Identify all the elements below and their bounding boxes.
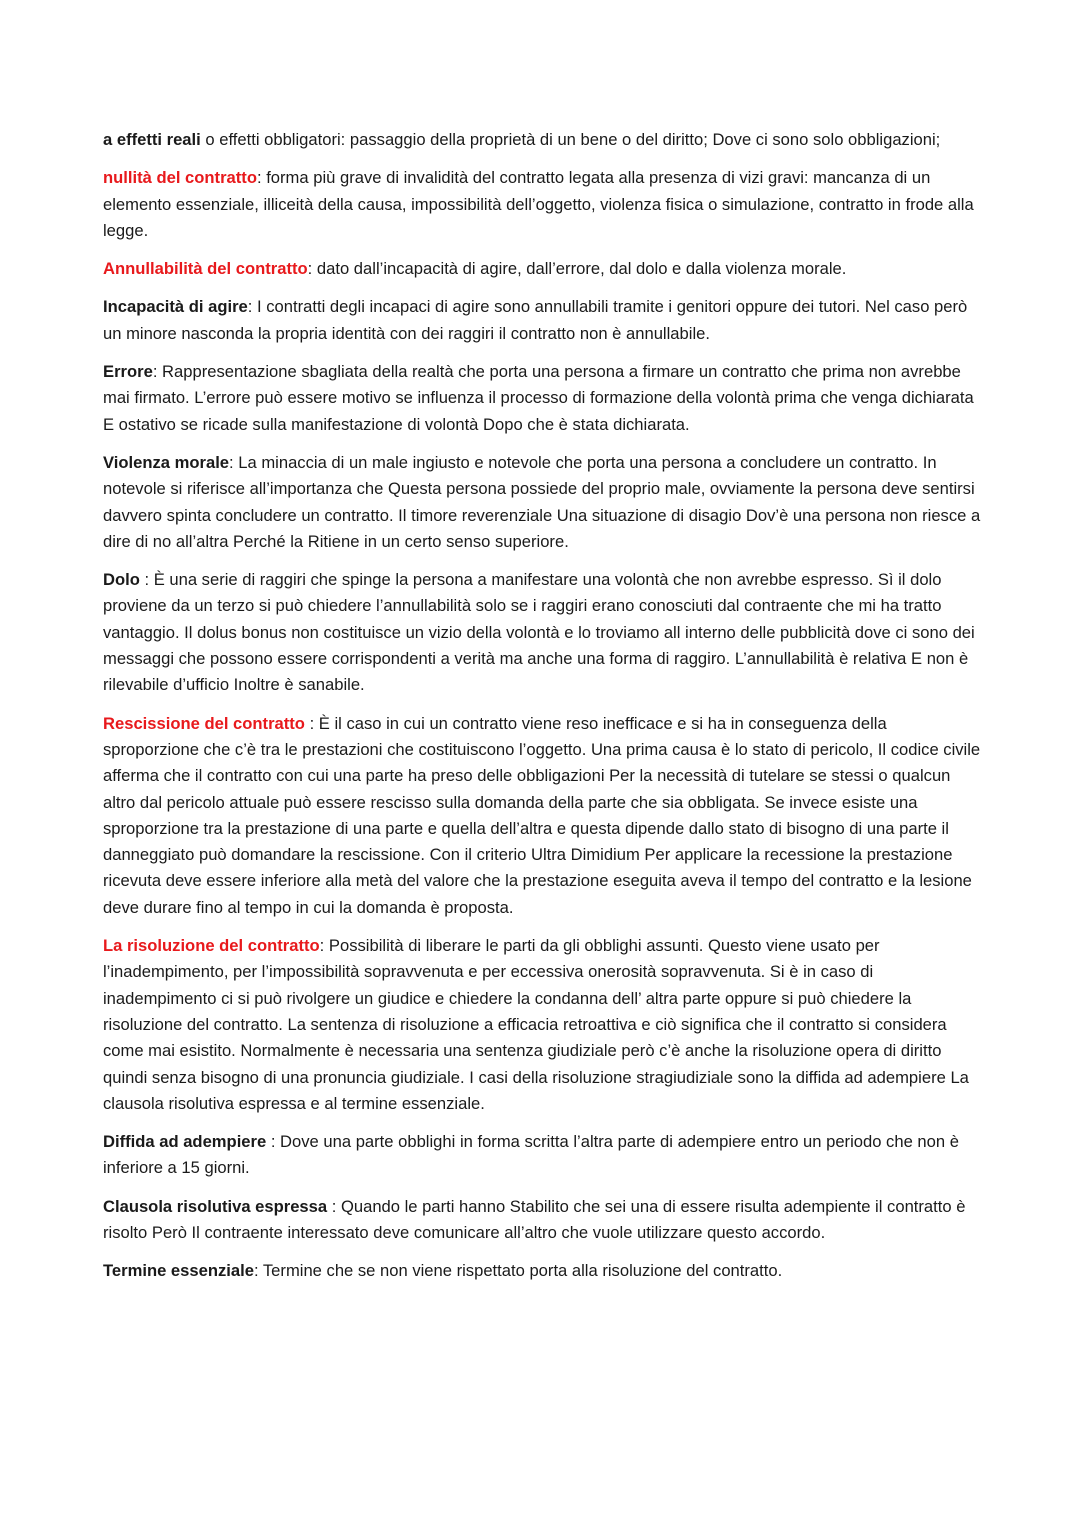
term-rescissione: Rescissione del contratto	[103, 713, 305, 733]
term-risoluzione: La risoluzione del contratto	[103, 936, 320, 956]
document-body	[103, 127, 983, 1297]
term-errore: Errore	[103, 362, 153, 382]
term-effetti-reali: a effetti reali	[103, 130, 201, 149]
paragraph-violenza-morale	[103, 450, 983, 555]
definition-text: : Quando le parti hanno Stabilito che sei una di essere risulta adempiente il contratto è risolto Però Il contraente interessato deve comunicare all’altro che vuole utilizzare questo accordo.	[103, 1196, 966, 1242]
paragraph-effetti-reali	[103, 127, 983, 153]
definition-text: : È il caso in cui un contratto viene reso inefficace e si ha in conseguenza della sproporzione che c’è tra le prestazioni che costituiscono l’oggetto. Una prima causa è lo stato di pericolo, Il codice civile afferma che il contratto con cui una parte ha preso delle obbligazioni Per la necessità di tutelare se stessi o qualcun altro dal pericolo attuale può essere rescisso sulla domanda della parte che sia obbligata. Se invece esiste una sproporzione tra la prestazione di una parte e quella dell’altra e questa dipende dallo stato di bisogno di una parte il danneggiato può domandare la rescissione. Con il criterio Ultra Dimidium Per applicare la recessione la prestazione ricevuta deve essere inferiore alla metà del valore che la prestazione eseguita aveva il tempo del contratto e la lesione deve durare fino al tempo in cui la domanda è proposta.	[103, 713, 981, 917]
definition-text: o effetti obbligatori: passaggio della proprietà di un bene o del diritto; Dove ci sono solo obbligazioni;	[200, 130, 941, 149]
paragraph-termine-essenziale	[103, 1258, 983, 1284]
term-clausola: Clausola risolutiva espressa	[103, 1196, 328, 1216]
term-annullabilita: Annullabilità del contratto	[103, 259, 308, 279]
definition-text: : Rappresentazione sbagliata della realtà che porta una persona a firmare un contratto che prima non avrebbe mai firmato. L’errore può essere motivo se influenza il processo di formazione della volontà prima che venga dichiarata E ostativo se ricade sulla manifestazione di volontà Dopo che è stata dichiarata.	[103, 362, 974, 434]
paragraph-annullabilita	[103, 256, 983, 282]
paragraph-clausola	[103, 1194, 983, 1247]
definition-text: : dato dall’incapacità di agire, dall’errore, dal dolo e dalla violenza morale.	[307, 259, 847, 279]
definition-text: : Dove una parte obblighi in forma scritta l’altra parte di adempiere entro un periodo che non è inferiore a 15 giorni.	[103, 1132, 959, 1178]
paragraph-dolo	[103, 567, 983, 698]
term-incapacita: Incapacità di agire	[103, 297, 248, 317]
definition-text: : forma più grave di invalidità del contratto legata alla presenza di vizi gravi: mancanza di un elemento essenziale, illiceità della causa, impossibilità dell’oggetto, violenza fisica o simulazione, contratto in frode alla legge.	[103, 168, 974, 240]
term-diffida: Diffida ad adempiere	[103, 1132, 267, 1152]
definition-text: : È una serie di raggiri che spinge la persona a manifestare una volontà che non avrebbe espresso. Sì il dolo proviene da un terzo si può chiedere l’annullabilità solo se i raggiri erano conosciuti dal contraente che mi ha tratto vantaggio. Il dolus bonus non costituisce un vizio della volontà e lo troviamo all interno delle pubblicità dove ci sono dei messaggi che possono essere corrispondenti a verità ma anche una forma di raggiro. L’annullabilità è relativa E non è rilevabile d’ufficio Inoltre è sanabile.	[103, 570, 975, 695]
definition-text: : I contratti degli incapaci di agire sono annullabili tramite i genitori oppure dei tutori. Nel caso però un minore nasconda la propria identità con dei raggiri il contratto non è annullabile.	[103, 297, 968, 343]
definition-text: : La minaccia di un male ingiusto e notevole che porta una persona a concludere un contratto. In notevole si riferisce all’importanza che Questa persona possiede del proprio male, ovviamente la persona deve sentirsi davvero spinta concludere un contratto. Il timore reverenziale Una situazione di disagio Dov’è una persona non riesce a dire di no all’altra Perché la Ritiene in un certo senso superiore.	[103, 452, 981, 551]
definition-text: : Possibilità di liberare le parti da gli obblighi assunti. Questo viene usato per l’inadempimento, per l’impossibilità sopravvenuta e per eccessiva onerosità sopravvenuta. Si è in caso di inadempimento ci si può rivolgere un giudice e chiedere la condanna dell’ altra parte oppure si può chiedere la risoluzione del contratto. La sentenza di risoluzione a efficacia retroattiva e ciò significa che il contratto si considera come mai esistito. Normalmente è necessaria una sentenza giudiziale però c’è anche la risoluzione opera di diritto quindi senza bisogno di una pronuncia giudiziale. I casi della risoluzione stragiudiziale sono la diffida ad adempiere La clausola risolutiva espressa e al termine essenziale.	[103, 936, 969, 1113]
paragraph-rescissione	[103, 711, 983, 921]
paragraph-incapacita	[103, 294, 983, 347]
paragraph-errore	[103, 359, 983, 438]
term-nullita: nullità del contratto	[103, 168, 257, 188]
term-violenza-morale: Violenza morale	[103, 452, 230, 472]
paragraph-risoluzione	[103, 933, 983, 1117]
paragraph-diffida	[103, 1129, 983, 1182]
definition-text: : Termine che se non viene rispettato porta alla risoluzione del contratto.	[253, 1261, 783, 1281]
paragraph-nullita	[103, 165, 983, 244]
term-termine-essenziale: Termine essenziale	[103, 1261, 254, 1281]
term-dolo: Dolo	[103, 570, 140, 590]
